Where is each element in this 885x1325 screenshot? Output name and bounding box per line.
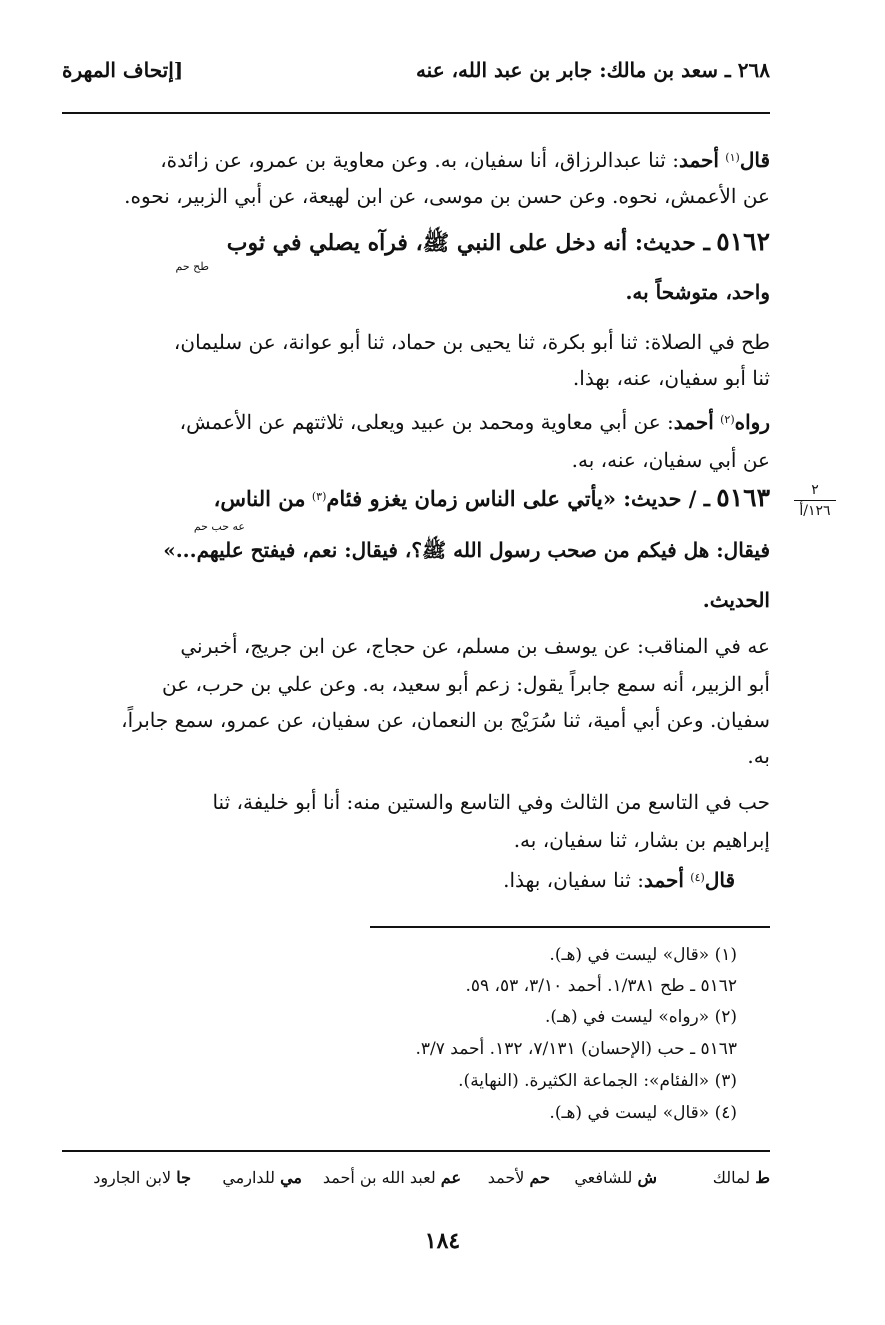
footnote-ref-3: (٣): [311, 490, 327, 503]
footnote-ref-2: (٢): [720, 413, 735, 426]
folio-top: ٢: [811, 482, 819, 498]
hadith-text-end: من الناس،: [213, 486, 306, 511]
abbr-label: لعبد الله بن أحمد: [322, 1168, 436, 1187]
paragraph-4-line-1: عه في المناقب: عن يوسف بن مسلم، عن حجاج، عن ابن جريج، أخبرني: [180, 634, 770, 658]
paragraph-5-line-2: إبراهيم بن بشار، ثنا سفيان، به.: [513, 828, 770, 852]
hadith-5162-heading: [227, 228, 770, 257]
abbr-label: للدارمي: [222, 1168, 275, 1187]
paragraph-4-line-2: أبو الزبير، أنه سمع جابراً يقول: زعم أبو سعيد، به. وعن علي بن حرب، عن: [161, 672, 770, 696]
paragraph-2-line-1: طح في الصلاة: ثنا أبو بكرة، ثنا يحيى بن حماد، ثنا أبو عوانة، عن سليمان،: [173, 330, 770, 354]
paragraph-1-line-1: [160, 146, 770, 178]
abbr-label: لابن الجارود: [93, 1168, 172, 1187]
footnote-1: (١) «قال» ليست في (هـ).: [549, 945, 737, 965]
hadith-5163-line-2: فيقال: هل فيكم من صحب رسول الله ﷺ؟، فيقال: نعم، فيفتح عليهم...»: [163, 538, 770, 562]
footnote-3: (٣) «الفئام»: الجماعة الكثيرة. (النهاية).: [458, 1071, 737, 1091]
abbr-label: للشافعي: [574, 1168, 633, 1187]
footnote-ref-4: (٤): [690, 871, 705, 884]
abbreviation-shafii: [574, 1168, 657, 1187]
paragraph-1-text: : ثنا عبدالرزاق، أنا سفيان، به. وعن معاوية بن عمرو، عن زائدة،: [160, 148, 679, 172]
hadith-5163-heading: [214, 484, 770, 517]
abbr-label: لأحمد: [487, 1168, 525, 1187]
paragraph-1-line-2: عن الأعمش، نحوه. وعن حسن بن موسى، عن ابن لهيعة، عن أبي الزبير، نحوه.: [124, 184, 770, 208]
footnote-5163-sources: ٥١٦٣ ـ حب (الإحسان) ٧/١٣١، ١٣٢. أحمد ٣/٧.: [415, 1039, 737, 1059]
paragraph-6: [503, 866, 735, 898]
abbreviation-malik: [713, 1168, 770, 1187]
hadith-number: ٥١٦٢: [716, 227, 770, 256]
abbreviation-ibn-jarud: [93, 1168, 191, 1187]
narrator-name: أحمد: [678, 148, 719, 172]
abbr-code: مي: [280, 1168, 302, 1187]
said-label: قال: [704, 868, 735, 892]
abbr-code: ش: [637, 1168, 657, 1187]
footnote-4: (٤) «قال» ليست في (هـ).: [549, 1103, 737, 1123]
narrated-label: رواه: [734, 410, 770, 434]
hadith-text: ـ حديث: أنه دخل على النبي ﷺ، فرآه يصلي في ثوب: [226, 230, 710, 256]
paragraph-5-line-1: حب في التاسع من الثالث وفي التاسع والستين منه: أنا أبو خليفة، ثنا: [212, 790, 770, 814]
book-title: [إتحاف المهرة: [62, 58, 184, 82]
abbreviation-ahmad: [488, 1168, 550, 1187]
footnote-2: (٢) «رواه» ليست في (هـ).: [545, 1007, 737, 1027]
footnote-ref-1: (١): [725, 151, 740, 164]
folio-bottom: ١٢٦/أ: [799, 503, 831, 519]
manuscript-folio-note: [790, 482, 840, 519]
abbr-code: جا: [176, 1168, 191, 1187]
hadith-text: ـ / حديث: «يأتي على الناس زمان يغزو فئام: [326, 486, 710, 511]
paragraph-3-line-1: [180, 408, 770, 440]
abbr-code: عم: [440, 1168, 461, 1187]
abbr-code: ط: [755, 1168, 770, 1187]
hadith-number: ٥١٦٣: [716, 483, 770, 512]
footnote-rule: [370, 926, 770, 928]
said-label: قال: [739, 148, 770, 172]
paragraph-3-line-2: عن أبي سفيان، عنه، به.: [571, 448, 770, 472]
folio-divider: [794, 500, 836, 501]
footnote-5162-sources: ٥١٦٢ ـ طح ١/٣٨١. أحمد ٣/١٠، ٥٣، ٥٩.: [465, 976, 737, 996]
page-number: ١٨٤: [424, 1228, 461, 1254]
paragraph-6-text: : ثنا سفيان، بهذا.: [503, 868, 644, 892]
hadith-5162-line-2: واحد، متوشحاً به.: [625, 280, 770, 304]
paragraph-4-line-4: به.: [747, 744, 770, 768]
abbr-label: لمالك: [712, 1168, 751, 1187]
abbr-code: حم: [529, 1168, 550, 1187]
paragraph-2-line-2: ثنا أبو سفيان، عنه، بهذا.: [572, 366, 770, 390]
abbreviation-abdullah: [323, 1168, 461, 1187]
paragraph-3-text: : عن أبي معاوية ومحمد بن عبيد ويعلى، ثلاثتهم عن الأعمش،: [179, 410, 674, 434]
abbreviation-darimi: [222, 1168, 302, 1187]
abbreviations-rule: [62, 1150, 770, 1152]
header-rule: [62, 112, 770, 114]
narrator-name: أحمد: [673, 410, 714, 434]
running-title: ٢٦٨ ـ سعد بن مالك: جابر بن عبد الله، عنه: [415, 58, 770, 82]
hadith-5162-source-marks: طح حم: [175, 260, 209, 273]
hadith-5163-source-marks: عه حب حم: [193, 520, 245, 533]
paragraph-4-line-3: سفيان. وعن أبي أمية، ثنا سُرَيْج بن النعمان، عن سفيان، عن عمرو، سمع جابراً،: [121, 708, 770, 732]
narrator-name: أحمد: [643, 868, 684, 892]
hadith-5163-line-3: الحديث.: [702, 588, 770, 612]
